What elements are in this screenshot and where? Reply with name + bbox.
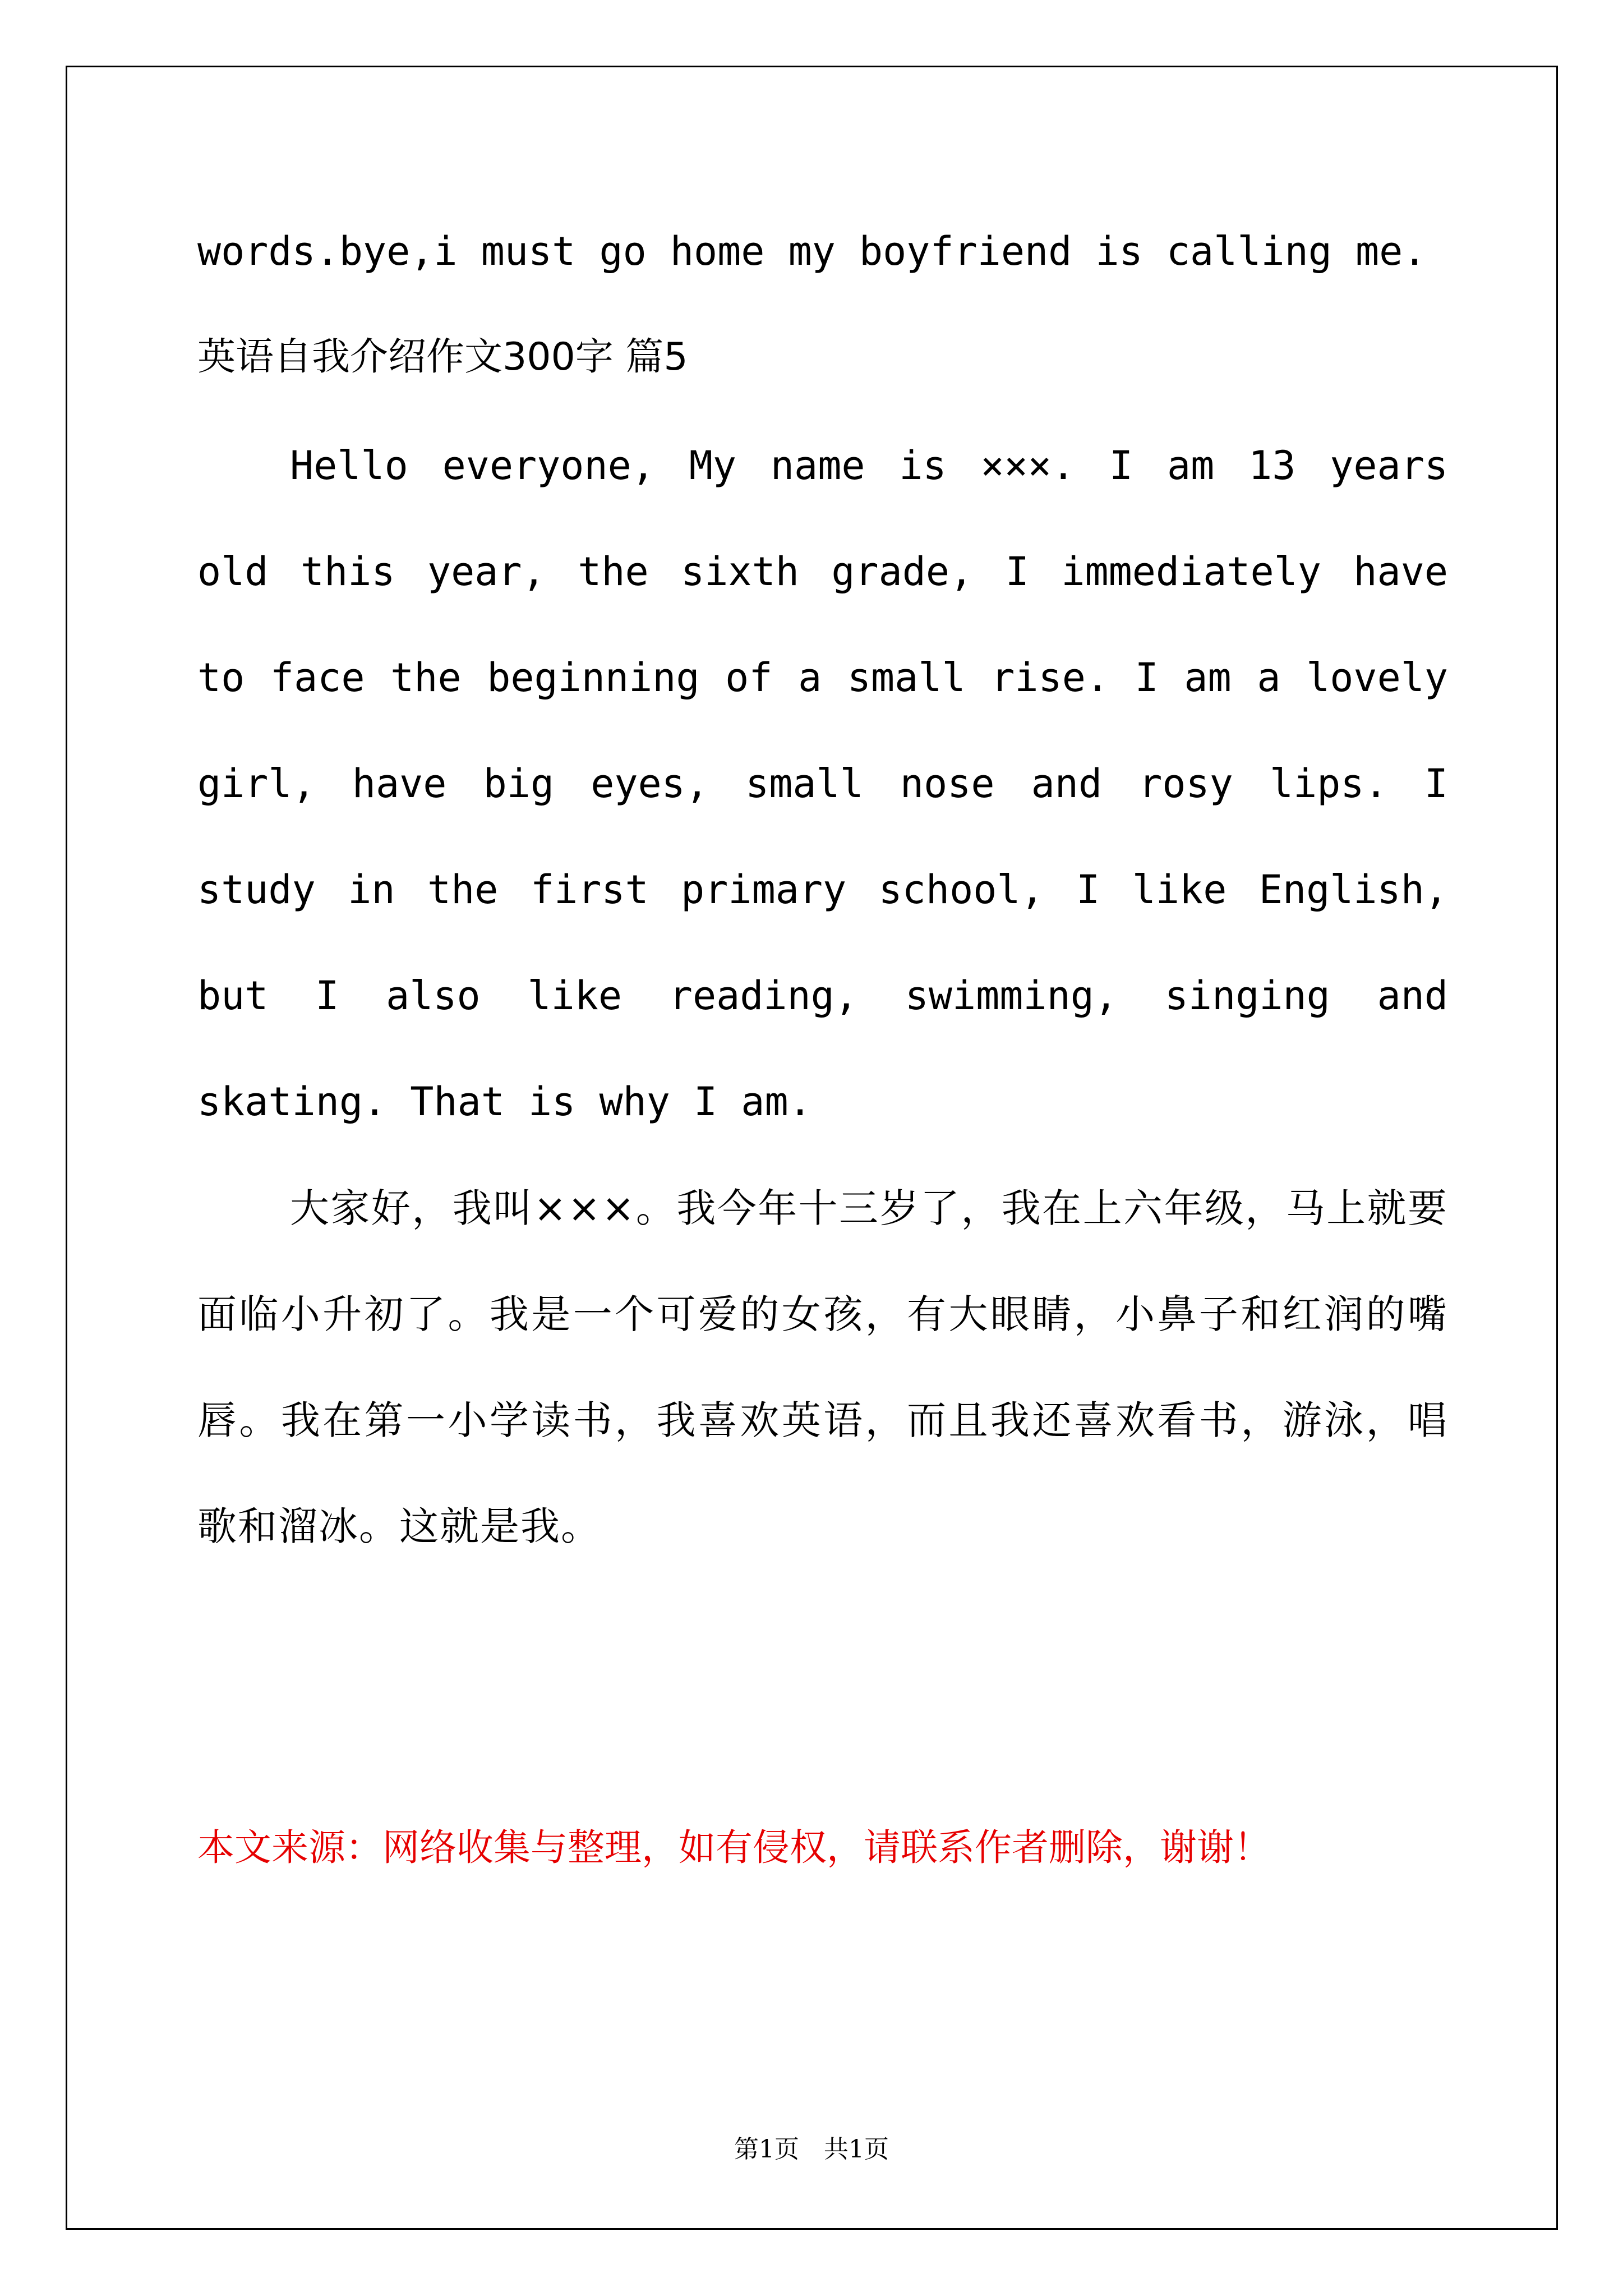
- continuation-line: words.bye,i must go home my boyfriend is calling me.: [197, 228, 1427, 274]
- source-note: 本文来源：网络收集与整理，如有侵权，请联系作者删除，谢谢！: [197, 1826, 1271, 1869]
- page-footer: 第1页 共1页: [734, 2135, 889, 2164]
- chinese-paragraph: 大家好，我叫×××。我今年十三岁了，我在上六年级，马上就要面临小升初了。我是一个可爱的女孩，有大眼睛，小鼻子和红润的嘴唇。我在第一小学读书，我喜欢英语，而且我还喜欢看书，游泳，唱歌和溜冰。这就是我。: [197, 1185, 1448, 1549]
- english-paragraph: Hello everyone, My name is ×××. I am 13 years old this year, the sixth grade, I immediately have to face the beginning of a small rise. I am a lovely girl, have big eyes, small nose and rosy lips. I study in the first primary school, I like English, but I also like reading, swimming, singing and skating. That is why I am.: [197, 443, 1448, 1125]
- section-heading: 英语自我介绍作文300字 篇5: [197, 335, 688, 379]
